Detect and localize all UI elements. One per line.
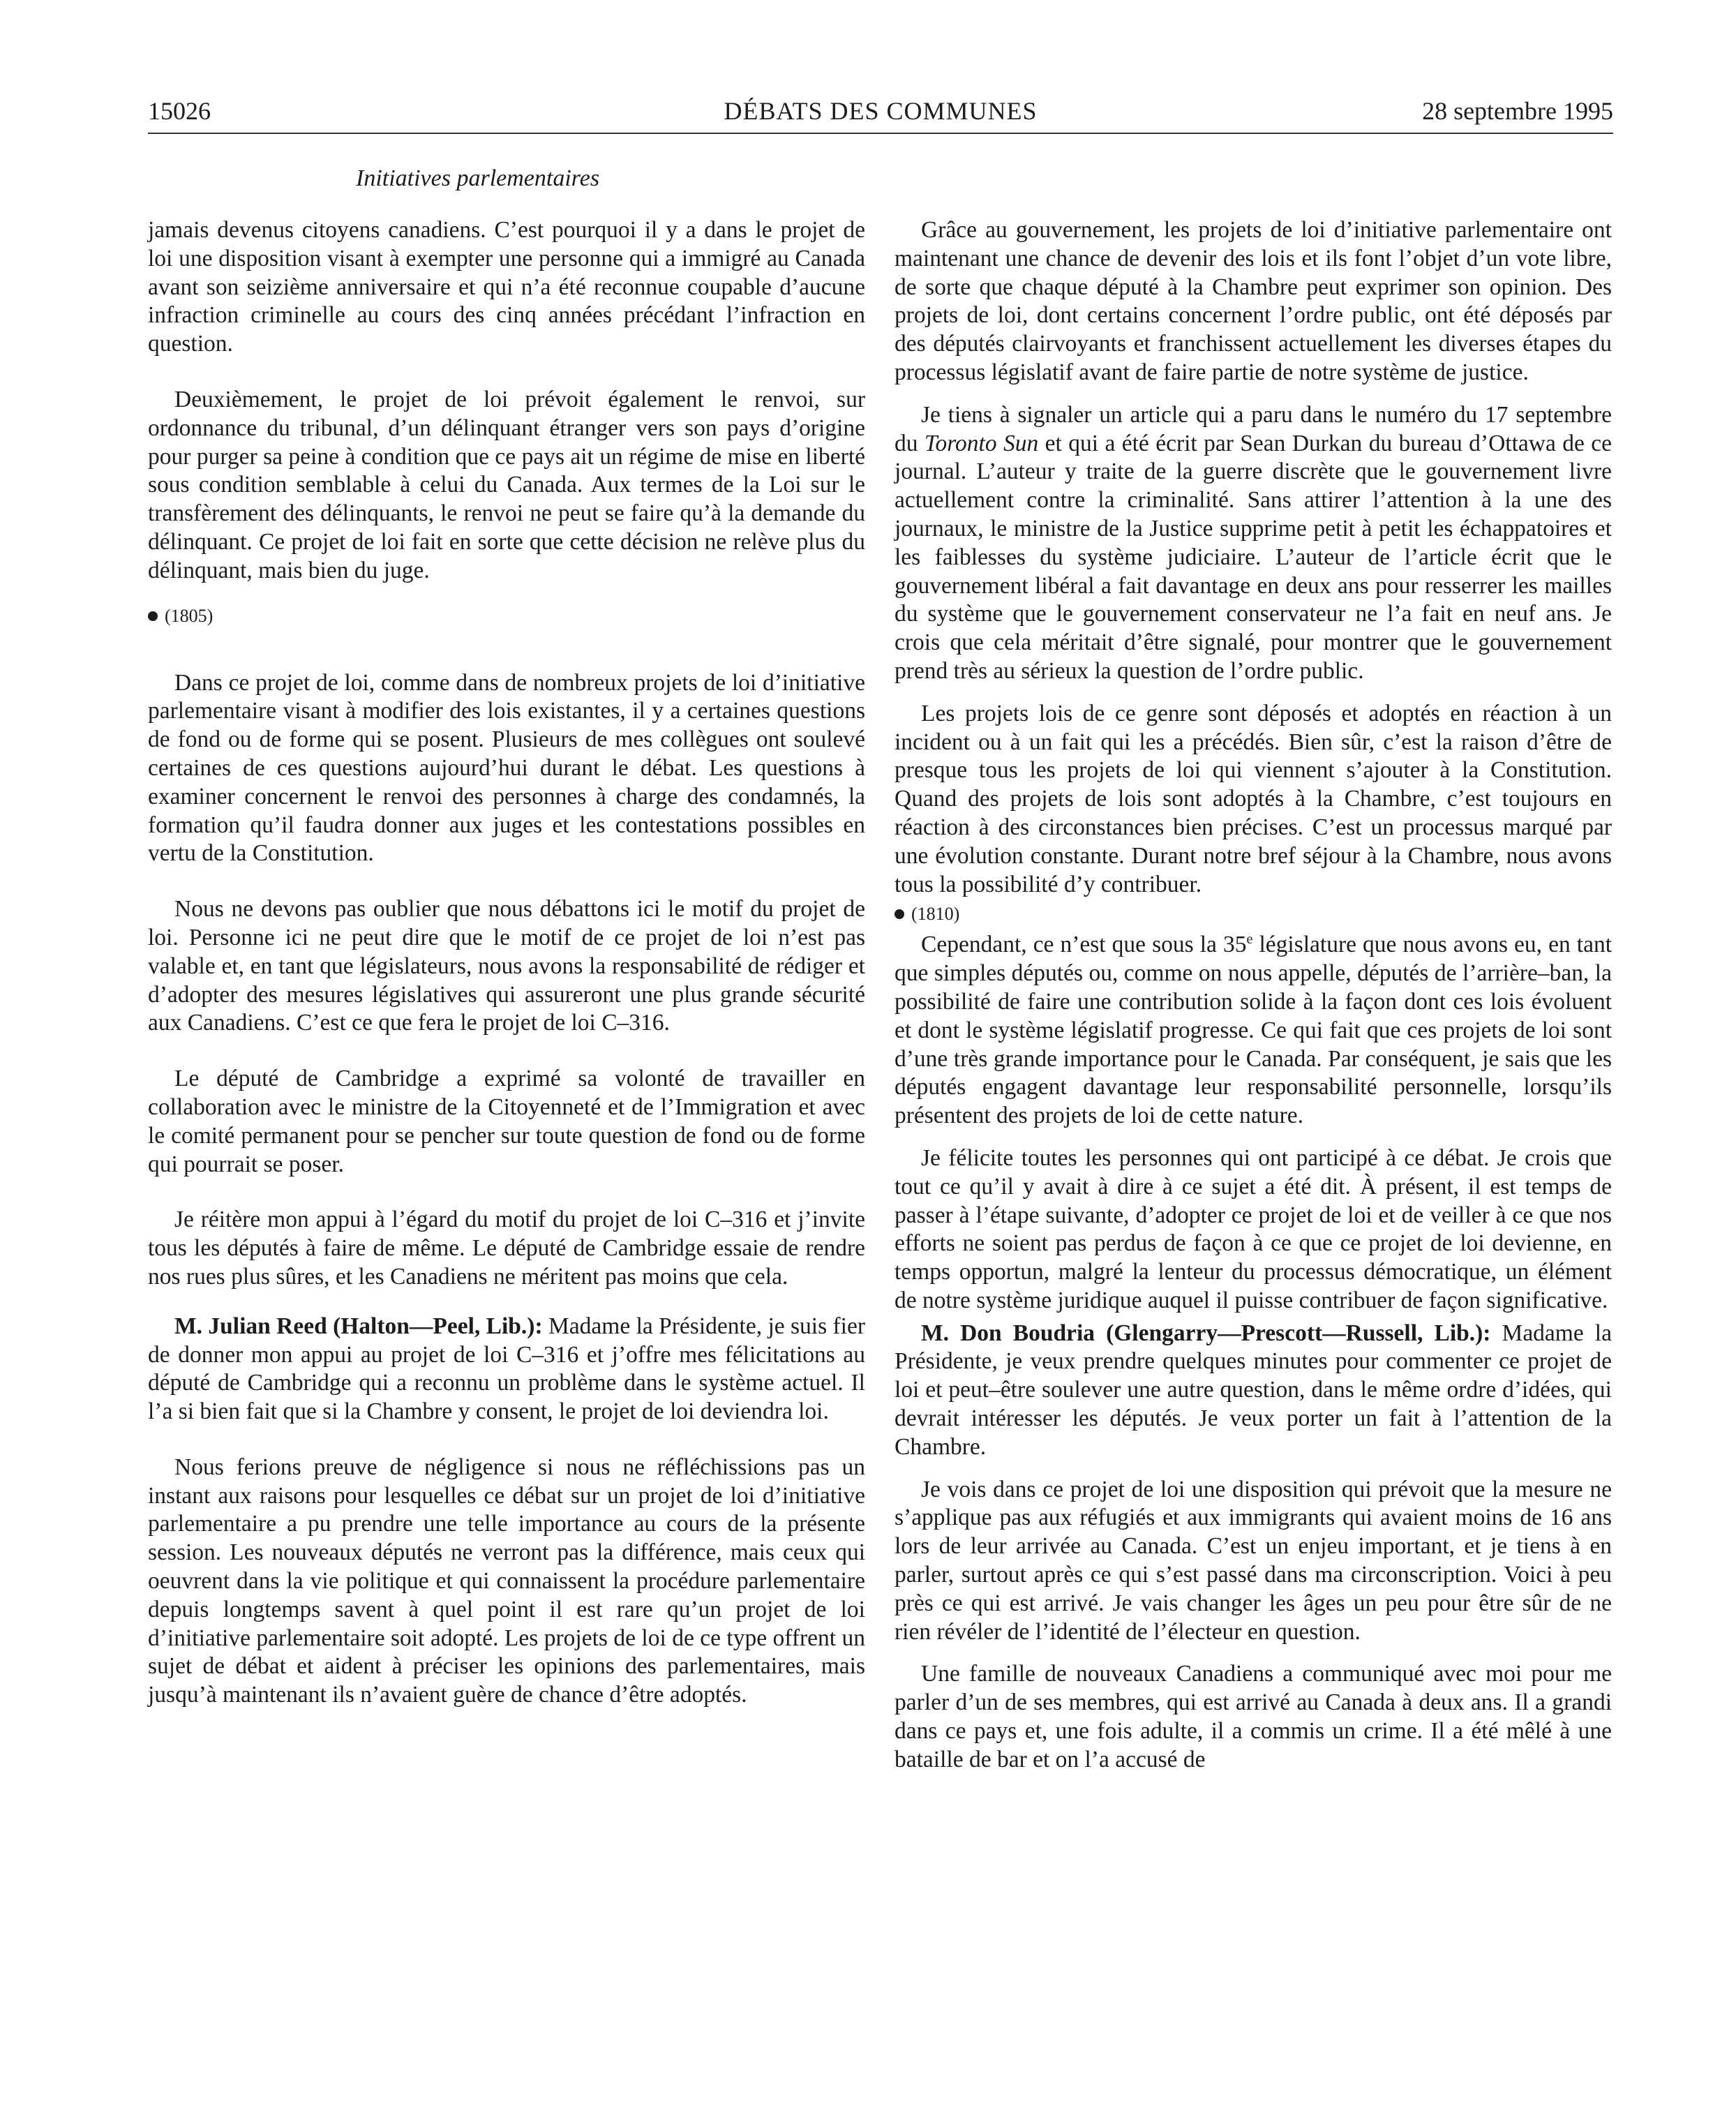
- paragraph-text: législature que nous avons eu, en tant que simples députés ou, comme on nous appelle, députés de l’arrière–ban, la possibilité de faire une contribution solide à la façon dont ces lois évoluent et dont le système législatif progresse. Ce qui fait que ces projets de loi sont d’une très grande importance pour le Canada. Par conséquent, je sais que les députés engagent davantage leur responsabilité personnelle, lorsqu’ils présentent des projets de loi de cette nature.: [895, 932, 1612, 1129]
- publication-title: DÉBATS DES COMMUNES: [724, 97, 1038, 125]
- page-number: 15026: [148, 97, 211, 125]
- speech-text: Madame la Présidente, je veux prendre quelques minutes pour commenter ce projet de loi et peut–être soulever une autre question, dans le même ordre d’idées, qui devrait intéresser les députés. Je veux porter un fait à l’attention de la Chambre.: [895, 1320, 1612, 1460]
- time-marker-label: (1810): [911, 904, 960, 925]
- speaker-name: M. Julian Reed (Halton—Peel, Lib.):: [174, 1313, 543, 1339]
- bullet-icon: [148, 611, 158, 621]
- paragraph: Grâce au gouvernement, les projets de loi d’initiative parlementaire ont maintenant une chance de devenir des lois et ils font l’objet d’un vote libre, de sorte que chaque député à la Chambre peut exprimer son opinion. Des projets de loi, dont certains concernent l’ordre public, ont été déposés par des députés clairvoyants et franchissent actuellement les diverses étapes du processus législatif avant de faire partie de notre système de justice.: [895, 217, 1612, 385]
- paragraph: Les projets lois de ce genre sont déposés et adoptés en réaction à un incident ou à un fait qui les a précédés. Bien sûr, c’est la raison d’être de presque tous les projets de loi qui viennent s’ajouter à la Constitution. Quand des projets de lois sont adoptés à la Chambre, c’est toujours en réaction à des circonstances bien précises. C’est un processus marqué par une évolution constante. Durant notre bref séjour à la Chambre, nous avons tous la possibilité d’y contribuer.: [895, 700, 1612, 897]
- speech-paragraph: [148, 1313, 865, 1426]
- paragraph: Je réitère mon appui à l’égard du motif du projet de loi C–316 et j’invite tous les députés à faire de même. Le député de Cambridge essaie de rendre nos rues plus sûres, et les Canadiens ne méritent pas moins que cela.: [148, 1207, 865, 1290]
- paragraph: Dans ce projet de loi, comme dans de nombreux projets de loi d’initiative parlementaire visant à modifier des lois existantes, il y a certaines questions de fond ou de forme qui se posent. Plusieurs de mes collègues ont soulevé certaines de ces questions aujourd’hui durant le débat. Les questions à examiner concernent le renvoi des personnes à charge des condamnés, la formation qu’il faudra donner aux juges et les contestations possibles en vertu de la Constitution.: [148, 669, 865, 867]
- paragraph: Une famille de nouveaux Canadiens a communiqué avec moi pour me parler d’un de ses membres, qui est arrivé au Canada à deux ans. Il a grandi dans ce pays et, une fois adulte, il a commis un crime. Il a été mêlé à une bataille de bar et on l’a accusé de: [895, 1661, 1612, 1772]
- paragraph: [895, 401, 1612, 686]
- paragraph: Nous ne devons pas oublier que nous débattons ici le motif du projet de loi. Personne ici ne peut dire que le motif de ce projet de loi n’est pas valable et, en tant que législateurs, nous avons la responsabilité de rédiger et d’adopter des mesures législatives qui assureront une plus grande sécurité aux Canadiens. C’est ce que fera le projet de loi C–316.: [148, 896, 865, 1036]
- paragraph-text: Je tiens à signaler un article qui a paru dans le numéro du 17 septembre du: [895, 401, 1612, 456]
- paragraph: Le député de Cambridge a exprimé sa volonté de travailler en collaboration avec le ministre de la Citoyenneté et de l’Immigration et avec le comité permanent pour se pencher sur toute question de fond ou de forme qui pourrait se poser.: [148, 1066, 865, 1177]
- page-date: 28 septembre 1995: [1422, 97, 1613, 125]
- left-column: [148, 216, 865, 1710]
- paragraph: Deuxièmement, le projet de loi prévoit également le renvoi, sur ordonnance du tribunal, d’un délinquant étranger vers son pays d’origine pour purger sa peine à condition que ce pays ait un régime de mise en liberté sous condition semblable à celui du Canada. Aux termes de la Loi sur le transfèrement des délinquants, le renvoi ne peut se faire qu’à la demande du délinquant. Ce projet de loi fait en sorte que cette décision ne relève plus du délinquant, mais bien du juge.: [148, 386, 865, 583]
- superscript: e: [1246, 932, 1253, 948]
- paragraph: Je vois dans ce projet de loi une disposition qui prévoit que la mesure ne s’applique pas aux réfugiés et aux immigrants qui avaient moins de 16 ans lors de leur arrivée au Canada. C’est un enjeu important, et je tiens à en parler, surtout après ce qui s’est passé dans ma circonscription. Voici à peu près ce qui est arrivé. Je vais changer les âges un peu pour être sûr de ne rien révéler de l’identité de l’électeur en question.: [895, 1476, 1612, 1645]
- bullet-icon: [895, 909, 904, 919]
- speech-text: Madame la Présidente, je suis fier de donner mon appui au projet de loi C–316 et j’offre mes félicitations au député de Cambridge qui a reconnu un problème dans le système actuel. Il l’a si bien fait que si la Chambre y consent, le projet de loi deviendra loi.: [148, 1313, 866, 1425]
- page-header: [148, 94, 1613, 134]
- time-marker: [148, 602, 865, 630]
- paragraph: Nous ferions preuve de négligence si nous ne réfléchissions pas un instant aux raisons pour lesquelles ce débat sur un projet de loi d’initiative parlementaire a pu prendre une telle importance au cours de la présente session. Les nouveaux députés ne verront pas la différence, mais ceux qui oeuvrent dans la vie politique et qui connaissent la procédure parlementaire depuis longtemps savent à quel point il est rare qu’un projet de loi d’initiative parlementaire soit adopté. Les projets de loi de ce type offrent un sujet de débat et aident à préciser les opinions des parlementaires, mais jusqu’à maintenant ils n’avaient guère de chance d’être adoptés.: [148, 1454, 865, 1708]
- time-marker-label: (1805): [165, 605, 214, 626]
- paragraph-text: Cependant, ce n’est que sous la 35: [921, 932, 1247, 958]
- newspaper-title: Toronto Sun: [924, 430, 1039, 456]
- section-title: Initiatives parlementaires: [356, 165, 600, 191]
- paragraph-text: et qui a été écrit par Sean Durkan du bureau d’Ottawa de ce journal. L’auteur y traite de la guerre discrète que le gouvernement livre actuellement contre la criminalité. Sans attirer l’attention à la une des journaux, le ministre de la Justice supprime petit à petit les échappatoires et les faiblesses du système judiciaire. L’auteur de l’article écrit que le gouvernement libéral a fait davantage en deux ans pour resserrer les mailles du système que le gouvernement conservateur ne l’a fait en neuf ans. Je crois que cela méritait d’être signalé, pour montrer que le gouvernement prend très au sérieux la question de l’ordre public.: [895, 430, 1612, 684]
- speech-paragraph: [895, 1320, 1612, 1462]
- paragraph: jamais devenus citoyens canadiens. C’est pourquoi il y a dans le projet de loi une disposition visant à exempter une personne qui a immigré au Canada avant son seizième anniversaire et qui n’a été reconnue coupable d’aucune infraction criminelle au cours des cinq années précédant l’infraction en question.: [148, 217, 865, 357]
- paragraph: Je félicite toutes les personnes qui ont participé à ce débat. Je crois que tout ce qu’il y avait à dire à ce sujet a été dit. À présent, il est temps de passer à l’étape suivante, d’adopter ce projet de loi et de veiller à ce que nos efforts ne soient pas perdus de façon à ce que ce projet de loi devienne, en temps opportun, malgré la lenteur du processus démocratique, un élément de notre système juridique auquel il puisse contribuer de façon significative.: [895, 1144, 1612, 1313]
- paragraph: [895, 931, 1612, 1130]
- right-column: [895, 216, 1612, 1775]
- speaker-name: M. Don Boudria (Glengarry—Prescott—Russell, Lib.):: [921, 1320, 1491, 1346]
- time-marker: [895, 900, 1612, 928]
